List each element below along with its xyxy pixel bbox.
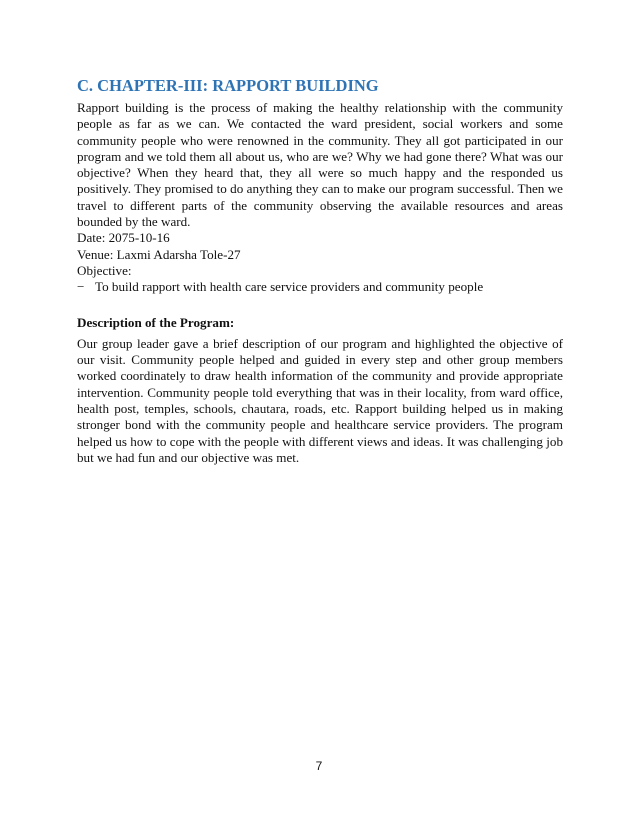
chapter-content [77, 100, 563, 466]
description-heading: Description of the Program: [77, 314, 235, 330]
chapter-heading: C. CHAPTER-III: RAPPORT BUILDING [77, 76, 379, 95]
intro-paragraph: Rapport building is the process of making the healthy relationship with the community people as far as we can. We contacted the ward president, social workers and some community people who were renowned in the community. They all got participated in our program and we told them all about us, who are we? Why we had gone there? What was our objective? When they heard that, they all were so much happy and the responded us positively. They promised to do anything they can to make our program successful. Then we travel to different parts of the community observing the available resources and areas bounded by the ward. [77, 100, 563, 230]
objective-label: Objective: [77, 262, 132, 278]
objective-item [77, 279, 563, 295]
dash-bullet-icon: − [77, 279, 85, 295]
objective-text: To build rapport with health care service providers and community people [95, 279, 484, 295]
program-date: Date: 2075-10-16 [77, 230, 170, 246]
description-paragraph: Our group leader gave a brief description of our program and highlighted the objective of our visit. Community people helped and guided in every step and other group members worked coordinately to draw health information of the community and provide appropriate intervention. Community people told everything that was in their locality, from ward office, health post, temples, schools, chautara, roads, etc. Rapport building helped us in making stronger bond with the community people and healthcare service providers. The program helped us how to cope with the people with different views and ideas. It was challenging job but we had fun and our objective was met. [77, 335, 563, 465]
program-venue: Venue: Laxmi Adarsha Tole-27 [77, 246, 241, 262]
page-number: 7 [315, 759, 323, 773]
